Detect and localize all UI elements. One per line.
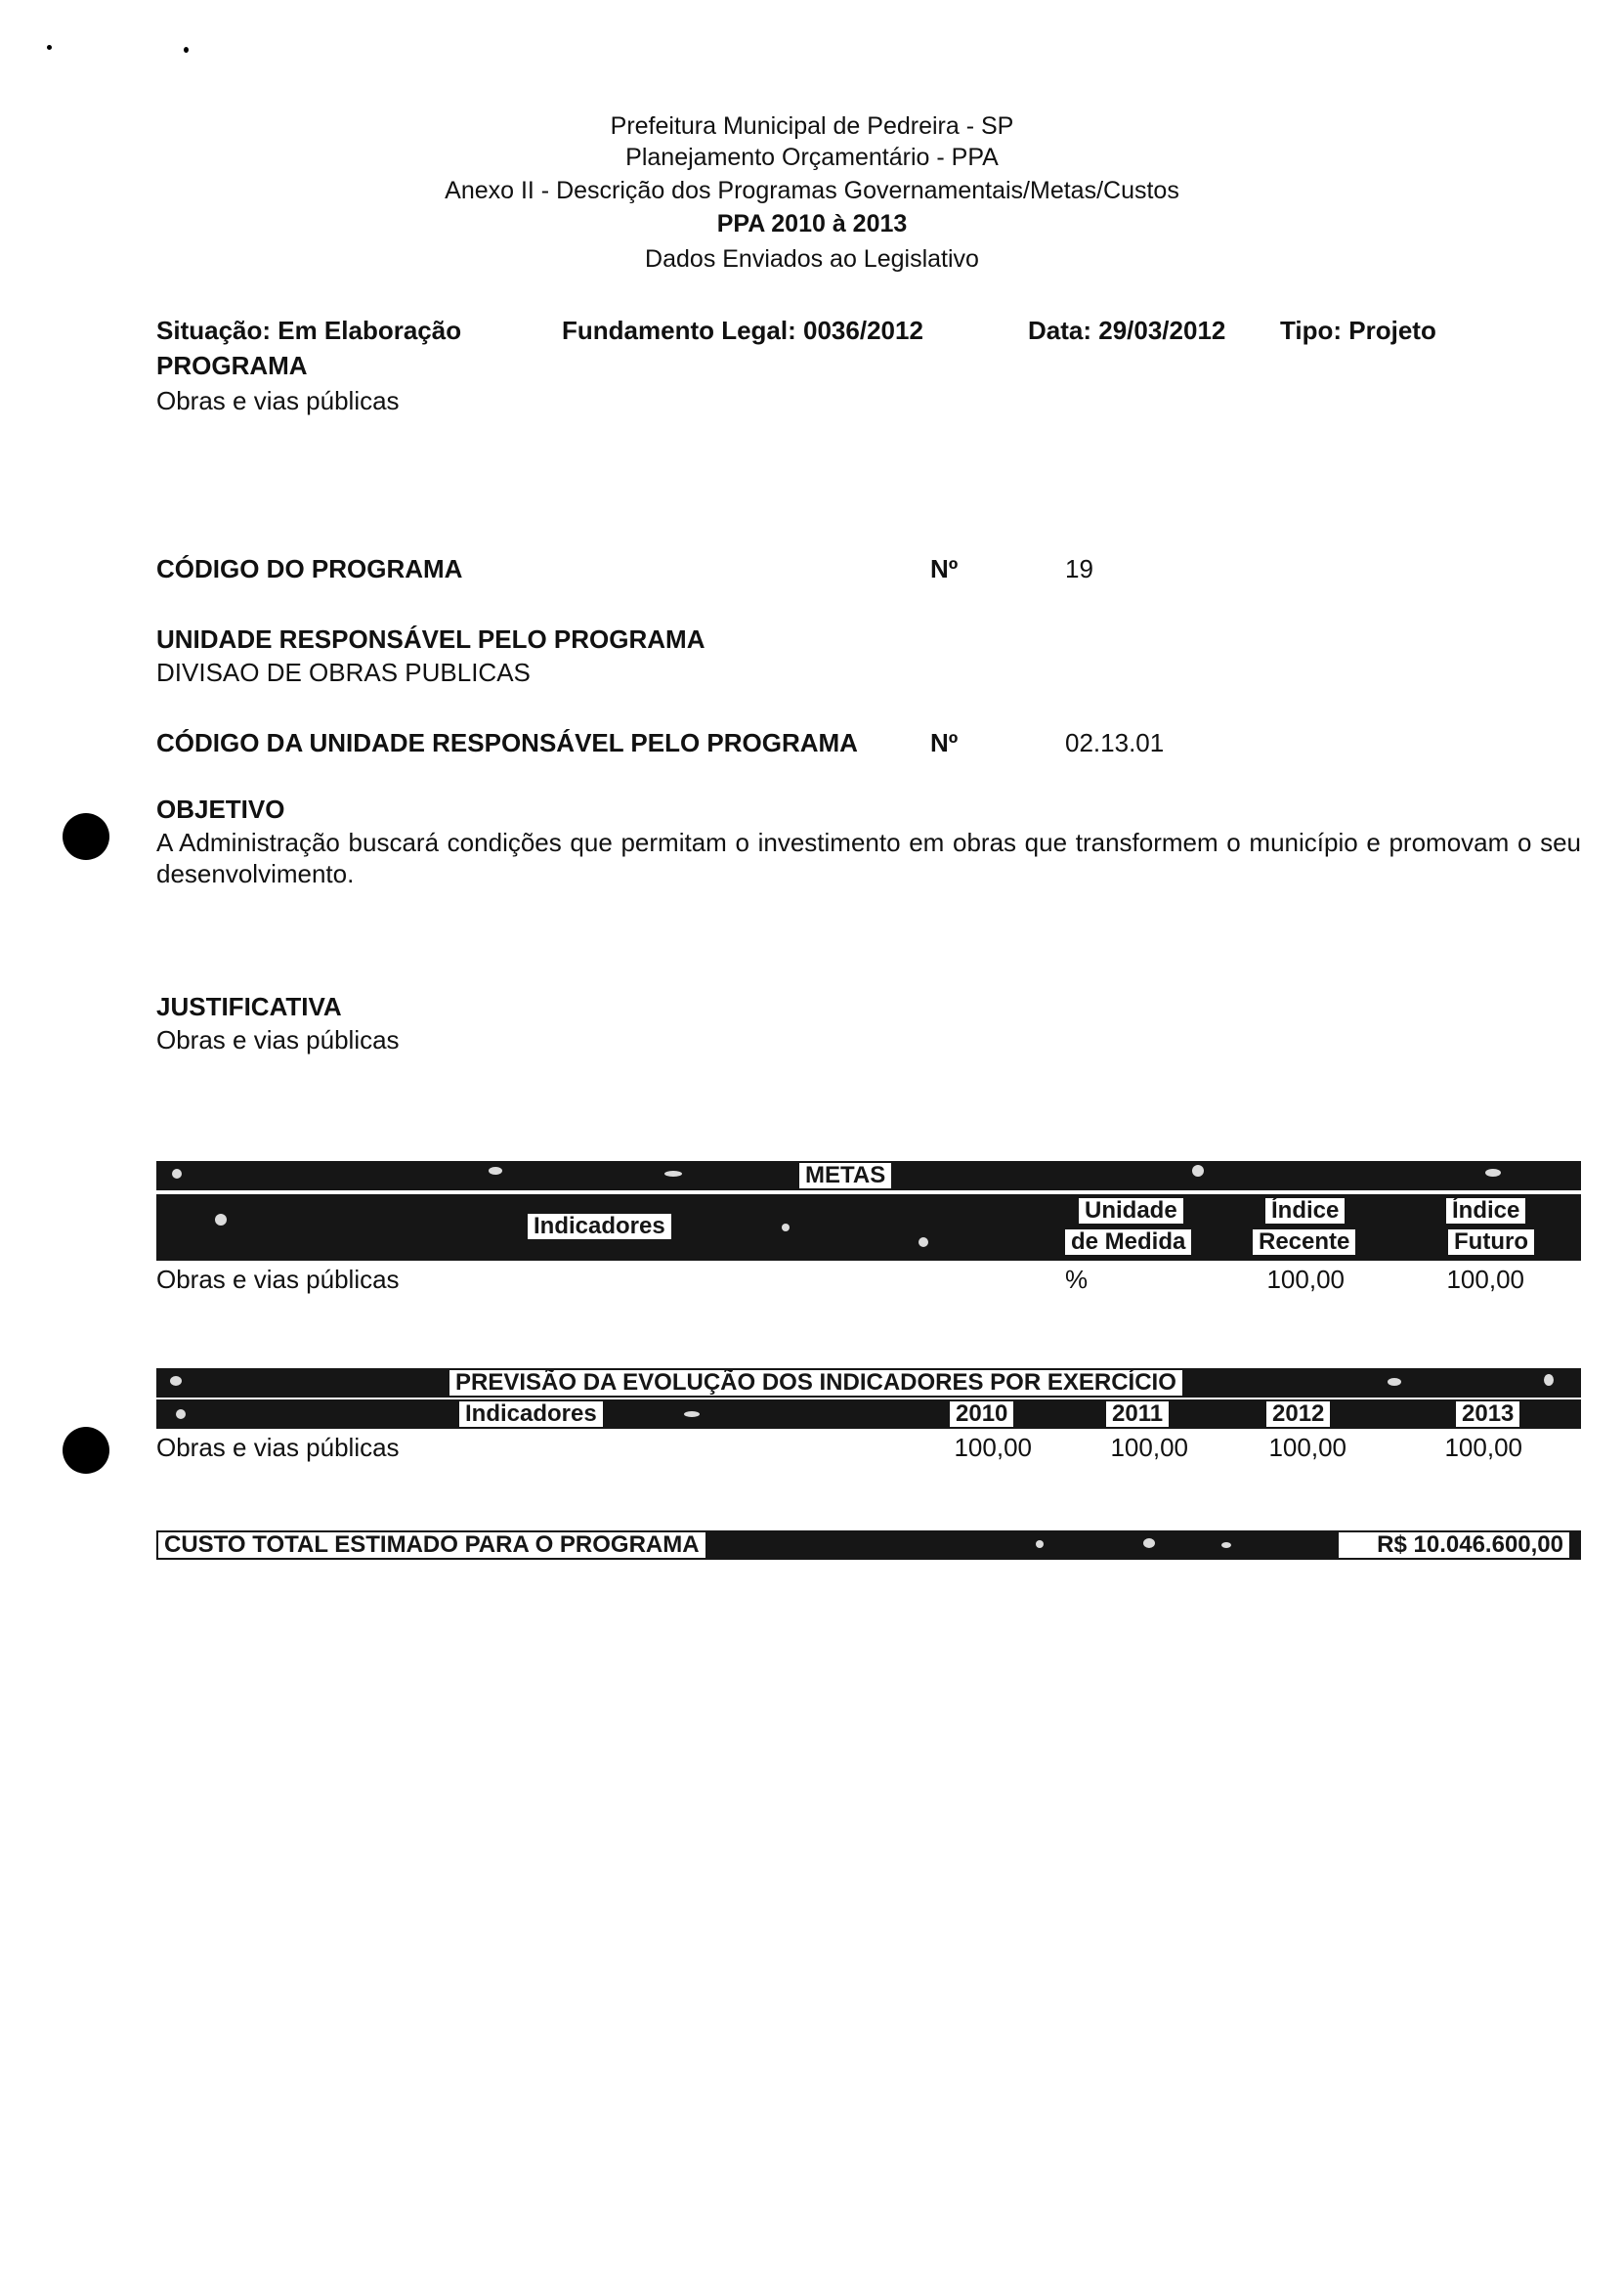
tipo-label: Tipo: Projeto: [1280, 316, 1436, 345]
custo-total-bar: [156, 1530, 1581, 1560]
programa-label: PROGRAMA: [156, 351, 308, 380]
metas-col-futuro-1: Índice: [1446, 1198, 1525, 1224]
previsao-row-indicador: Obras e vias públicas: [156, 1433, 400, 1462]
previsao-col-year-2013: 2013: [1456, 1401, 1519, 1427]
codigo-unidade-num-label: Nº: [930, 728, 959, 757]
metas-title-bar: [156, 1161, 1581, 1190]
programa-value: Obras e vias públicas: [156, 386, 400, 415]
previsao-header-bar: [156, 1399, 1581, 1429]
fundamento-label: Fundamento Legal: 0036/2012: [562, 316, 923, 345]
punch-hole: [63, 1427, 109, 1474]
unidade-label: UNIDADE RESPONSÁVEL PELO PROGRAMA: [156, 624, 705, 654]
scan-speck: [47, 45, 52, 50]
metas-col-futuro-2: Futuro: [1448, 1229, 1534, 1255]
header-line-2: Planejamento Orçamentário - PPA: [625, 144, 999, 171]
metas-title: METAS: [799, 1163, 891, 1188]
header-line-1: Prefeitura Municipal de Pedreira - SP: [610, 112, 1014, 140]
codigo-unidade-value: 02.13.01: [1065, 728, 1165, 757]
header-line-5: Dados Enviados ao Legislativo: [645, 245, 979, 273]
previsao-row-2011: 100,00: [1110, 1433, 1188, 1462]
codigo-programa-label: CÓDIGO DO PROGRAMA: [156, 554, 463, 583]
codigo-programa-value: 19: [1065, 554, 1093, 583]
data-label: Data: 29/03/2012: [1028, 316, 1226, 345]
metas-col-recente-1: Índice: [1265, 1198, 1345, 1224]
previsao-col-indicadores: Indicadores: [459, 1401, 603, 1427]
codigo-programa-num-label: Nº: [930, 554, 959, 583]
previsao-title: PREVISÃO DA EVOLUÇÃO DOS INDICADORES POR EXERCÍCIO: [449, 1370, 1182, 1396]
custo-total-label: CUSTO TOTAL ESTIMADO PARA O PROGRAMA: [158, 1532, 705, 1558]
punch-hole: [63, 813, 109, 860]
metas-col-indicadores: Indicadores: [528, 1214, 671, 1239]
justificativa-label: JUSTIFICATIVA: [156, 992, 342, 1021]
metas-row-indicador: Obras e vias públicas: [156, 1265, 400, 1294]
metas-col-unidade-1: Unidade: [1079, 1198, 1183, 1224]
metas-col-unidade-2: de Medida: [1065, 1229, 1191, 1255]
unidade-value: DIVISAO DE OBRAS PUBLICAS: [156, 658, 531, 687]
previsao-col-year-2011: 2011: [1106, 1401, 1169, 1427]
scan-speck: [184, 47, 189, 53]
previsao-title-bar: [156, 1368, 1581, 1398]
previsao-row-2012: 100,00: [1268, 1433, 1346, 1462]
metas-row-unidade: %: [1065, 1265, 1089, 1294]
situacao-label: Situação: Em Elaboração: [156, 316, 462, 345]
header-line-3: Anexo II - Descrição dos Programas Governamentais/Metas/Custos: [445, 177, 1179, 204]
custo-total-value: R$ 10.046.600,00: [1339, 1532, 1569, 1558]
metas-row-recente: 100,00: [1266, 1265, 1345, 1294]
objetivo-label: OBJETIVO: [156, 795, 285, 824]
previsao-row-2010: 100,00: [954, 1433, 1032, 1462]
justificativa-value: Obras e vias públicas: [156, 1025, 400, 1054]
previsao-col-year-2010: 2010: [950, 1401, 1013, 1427]
codigo-unidade-label: CÓDIGO DA UNIDADE RESPONSÁVEL PELO PROGRAMA: [156, 728, 858, 757]
metas-header-bar: [156, 1194, 1581, 1261]
header-line-4: PPA 2010 à 2013: [716, 210, 908, 237]
previsao-row-2013: 100,00: [1444, 1433, 1522, 1462]
metas-col-recente-2: Recente: [1253, 1229, 1355, 1255]
previsao-col-year-2012: 2012: [1266, 1401, 1330, 1427]
metas-row-futuro: 100,00: [1446, 1265, 1524, 1294]
objetivo-value: A Administração buscará condições que permitam o investimento em obras que transformem o município e promovam o seu desenvolvimento.: [156, 828, 1581, 888]
